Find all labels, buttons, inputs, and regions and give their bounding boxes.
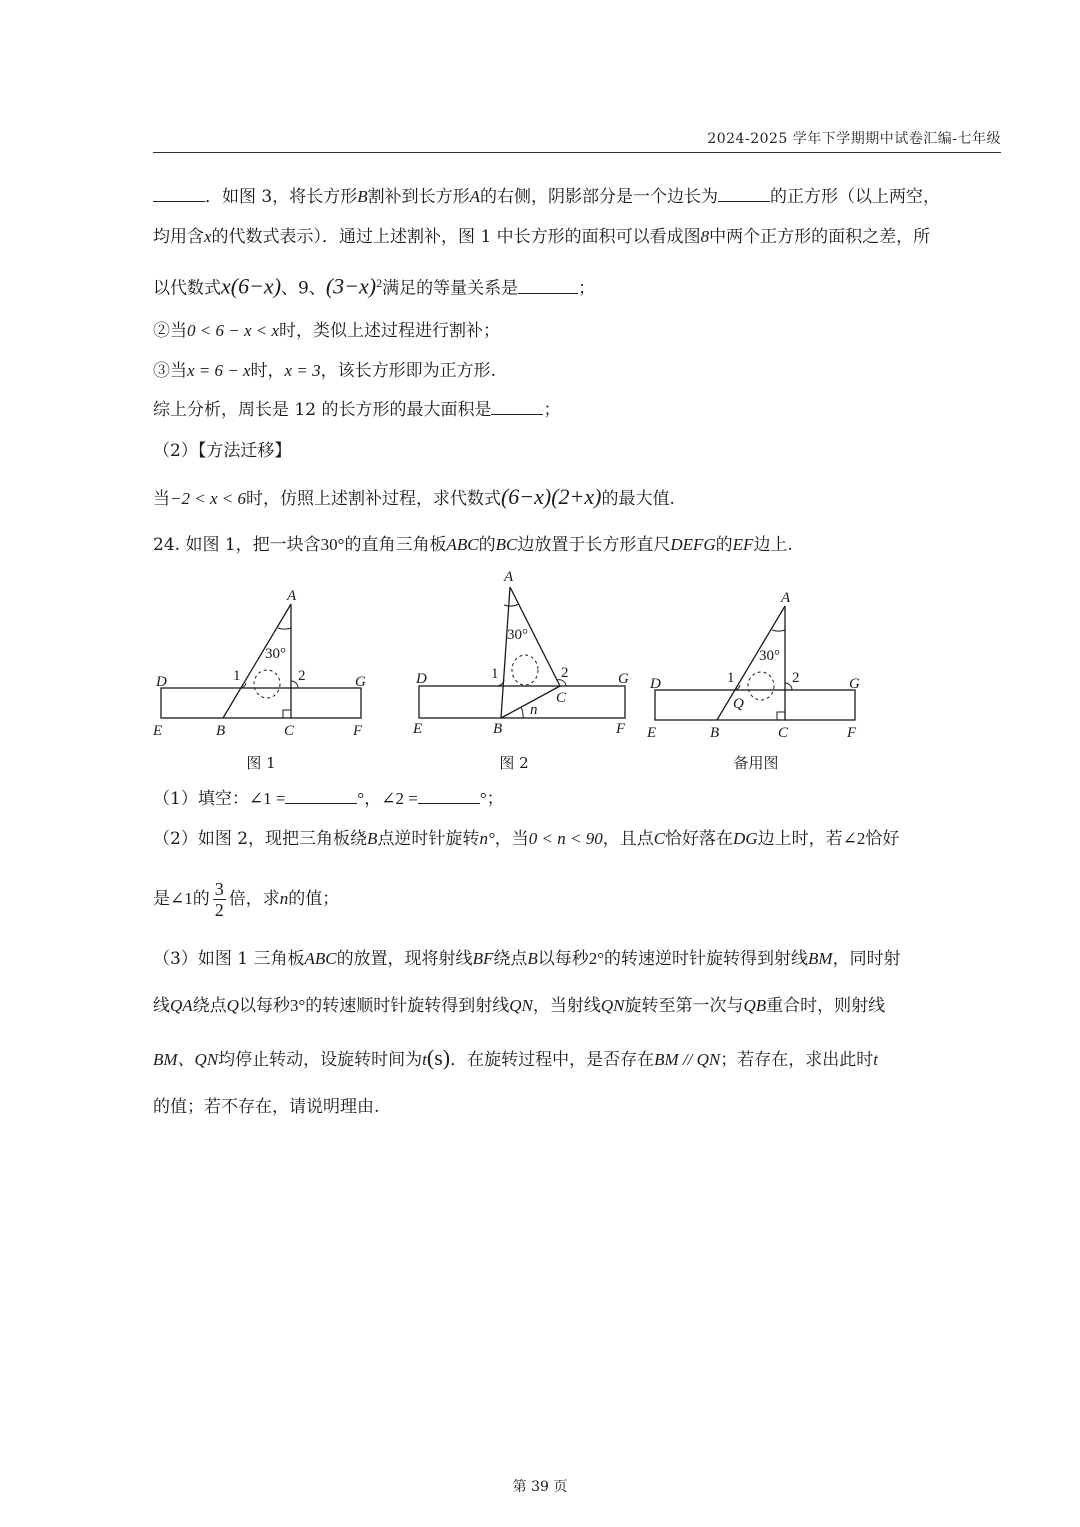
label-d: D <box>156 674 167 690</box>
label-g: G <box>849 676 860 692</box>
label-2: 2 <box>561 665 569 681</box>
sub-question-2-line2: 是∠1的 $\frac{3}{2}$ 倍，求n的值； <box>153 879 340 920</box>
right-angle-mark <box>283 710 291 718</box>
label-30: 30° <box>759 648 780 664</box>
triangle-side-ab <box>501 587 510 718</box>
answer-blank <box>491 400 543 415</box>
summary-line: 综上分析，周长是 12 的长方形的最大面积是 ； <box>153 400 561 420</box>
label-c: C <box>284 723 295 739</box>
label-d: D <box>416 671 427 687</box>
dashed-circle <box>512 655 538 685</box>
label-b: B <box>493 721 503 737</box>
label-a: A <box>287 588 297 604</box>
answer-blank <box>718 187 770 202</box>
case-3-line: ③当x = 6 − x时，x = 3，该长方形即为正方形. <box>153 361 496 381</box>
angle-2-arc <box>785 683 792 690</box>
label-2: 2 <box>792 670 800 686</box>
label-1: 1 <box>491 666 499 682</box>
figure-3 <box>644 582 874 752</box>
method-question: 当−2 < x < 6时，仿照上述割补过程，求代数式(6−x)(2+x)的最大值. <box>153 484 675 509</box>
label-c: C <box>556 690 567 706</box>
label-1: 1 <box>727 670 735 686</box>
page-header <box>153 128 1001 153</box>
label-b: B <box>710 725 720 741</box>
label-f: F <box>353 723 363 739</box>
para1-line1: ．如图 3，将长方形B割补到长方形A的右侧，阴影部分是一个边长为 的正方形（以上两空， <box>153 186 940 208</box>
answer-blank <box>518 279 578 294</box>
label-g: G <box>355 674 366 690</box>
sub-question-1: （1）填空：∠1 = °，∠2 = °； <box>153 789 504 809</box>
case-2-line: ②当0 < 6 − x < x时，类似上述过程进行割补； <box>153 321 501 341</box>
figure-1-diagram <box>150 580 380 750</box>
label-f: F <box>847 725 857 741</box>
dashed-circle <box>254 670 280 698</box>
sub-question-3-line4: 的值；若不存在，请说明理由. <box>153 1097 380 1117</box>
sub-question-3-line3: BM、QN均停止转动，设旋转时间为t(s)．在旋转过程中，是否存在BM // QN；若存在，求出此时t <box>153 1045 878 1070</box>
ruler-rect <box>655 690 855 720</box>
answer-blank <box>285 789 357 804</box>
label-q: Q <box>733 696 744 712</box>
right-angle-mark <box>777 712 785 720</box>
label-e: E <box>413 721 423 737</box>
figure-2 <box>405 565 645 750</box>
label-30: 30° <box>265 646 286 662</box>
label-30: 30° <box>507 627 528 643</box>
sub-question-3-line1: （3）如图 1 三角板ABC的放置，现将射线BF绕点B以每秒2°的转速逆时针旋转得到射线BM，同时射 <box>153 949 901 969</box>
label-2: 2 <box>298 668 306 684</box>
para1-line3: 以代数式x(6−x)、9、$(3-x)^2$满足的等量关系是 ； <box>153 273 596 299</box>
figure-3-diagram <box>644 582 874 752</box>
angle-2-arc <box>291 681 298 688</box>
angle-30-arc <box>772 630 785 631</box>
para1-line2: 均用含x的代数式表示）．通过上述割补，图 1 中长方形的面积可以看成图8中两个正方形的面积之差，所 <box>153 227 931 247</box>
label-a: A <box>504 569 514 585</box>
dashed-circle <box>748 672 774 700</box>
label-b: B <box>216 723 226 739</box>
figure-1 <box>150 580 380 750</box>
label-c: C <box>778 725 789 741</box>
figure-3-caption: 备用图 <box>733 754 779 772</box>
label-e: E <box>153 723 163 739</box>
label-g: G <box>618 671 629 687</box>
header-title: 2024-2025 学年下学期期中试卷汇编-七年级 <box>707 131 1001 147</box>
label-e: E <box>647 725 657 741</box>
angle-n-arc <box>521 707 523 718</box>
figure-1-caption: 图 1 <box>246 754 276 772</box>
angle-30-arc <box>278 628 291 629</box>
figure-2-diagram <box>405 565 645 750</box>
angle-30-arc <box>504 604 519 606</box>
figure-2-caption: 图 2 <box>499 754 529 772</box>
fraction-three-halves: $\frac{3}{2}$ <box>214 879 224 920</box>
method-label: （2）【方法迁移】 <box>153 441 292 461</box>
sub-question-3-line2: 线QA绕点Q以每秒3°的转速顺时针旋转得到射线QN，当射线QN旋转至第一次与QB重合时，则射线 <box>153 996 886 1016</box>
label-1: 1 <box>233 668 241 684</box>
ruler-rect <box>419 686 625 718</box>
label-f: F <box>616 721 626 737</box>
label-d: D <box>650 676 661 692</box>
ruler-rect <box>161 688 361 718</box>
page-number: 第 39 页 <box>512 1479 568 1495</box>
answer-blank <box>153 187 205 202</box>
answer-blank <box>418 789 480 804</box>
label-a: A <box>781 590 791 606</box>
sub-question-2-line1: （2）如图 2，现把三角板绕B点逆时针旋转n°，当0 < n < 90，且点C恰好落在DG边上时，若∠2恰好 <box>153 829 900 849</box>
question-24: 24. 如图 1，把一块含30°的直角三角板ABC的BC边放置于长方形直尺DEFG的EF边上. <box>153 535 793 555</box>
label-n: n <box>530 702 538 718</box>
